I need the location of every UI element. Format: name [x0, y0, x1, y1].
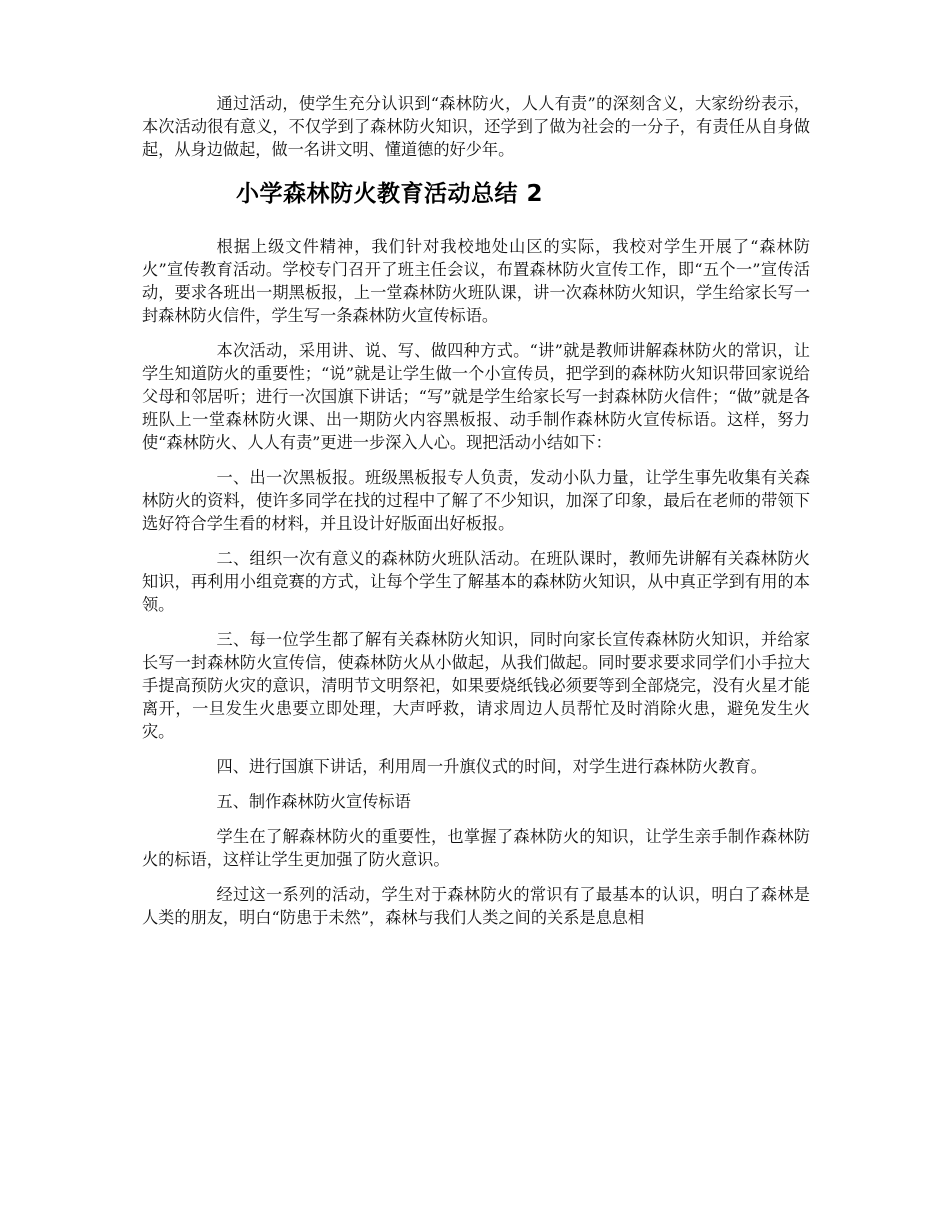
paragraph-item-4: 四、进行国旗下讲话，利用周一升旗仪式的时间，对学生进行森林防火教育。 — [216, 757, 767, 776]
paragraph-conclusion: 经过这一系列的活动，学生对于森林防火的常识有了最基本的认识，明白了森林是人类的朋友，明白“防患于未然”，森林与我们人类之间的关系是息息相 — [142, 885, 810, 927]
paragraph-background: 根据上级文件精神，我们针对我校地处山区的实际，我校对学生开展了“森林防火”宣传教育活动。学校专门召开了班主任会议，布置森林防火宣传工作，即“五个一”宣传活动，要求各班出一期黑板报，上一堂森林防火班队课，讲一次森林防火知识，学生给家长写一封森林防火信件，学生写一条森林防火宣传标语。 — [142, 237, 810, 325]
paragraph-item-3: 三、每一位学生都了解有关森林防火知识，同时向家长宣传森林防火知识，并给家长写一封森林防火宣传信，使森林防火从小做起，从我们做起。同时要求要求同学们小手拉大手提高预防火灾的意识，清明节文明祭祀，如果要烧纸钱必须要等到全部烧完，没有火星才能离开，一旦发生火患要立即处理，大声呼救，请求周边人员帮忙及时消除火患，避免发生火灾。 — [142, 630, 810, 741]
section-title: 小学森林防火教育活动总结 2 — [236, 181, 544, 207]
intro-paragraph: 通过活动，使学生充分认识到“森林防火，人人有责”的深刻含义，大家纷纷表示，本次活动很有意义，不仅学到了森林防火知识，还学到了做为社会的一分子，有责任从自身做起，从身边做起，做一名讲文明、懂道德的好少年。 — [142, 94, 810, 159]
paragraph-slogan: 学生在了解森林防火的重要性，也掌握了森林防火的知识，让学生亲手制作森林防火的标语，这样让学生更加强了防火意识。 — [142, 827, 810, 869]
paragraph-methods: 本次活动，采用讲、说、写、做四种方式。“讲”就是教师讲解森林防火的常识，让学生知道防火的重要性；“说”就是让学生做一个小宣传员，把学到的森林防火知识带回家说给父母和邻居听；进行一次国旗下讲话；“写”就是学生给家长写一封森林防火信件；“做”就是各班队上一堂森林防火课、出一期防火内容黑板报、动手制作森林防火宣传标语。这样，努力使“森林防火、人人有责”更进一步深入人心。现把活动小结如下： — [142, 341, 810, 452]
paragraph-item-1: 一、出一次黑板报。班级黑板报专人负责，发动小队力量，让学生事先收集有关森林防火的资料，使许多同学在找的过程中了解了不少知识，加深了印象，最后在老师的带领下选好符合学生看的材料，并且设计好版面出好板报。 — [142, 468, 810, 533]
document-page — [142, 92, 810, 929]
paragraph-item-5-heading: 五、制作森林防火宣传标语 — [216, 792, 411, 811]
paragraph-item-2: 二、组织一次有意义的森林防火班队活动。在班队课时，教师先讲解有关森林防火知识，再利用小组竞赛的方式，让每个学生了解基本的森林防火知识，从中真正学到有用的本领。 — [142, 549, 810, 614]
